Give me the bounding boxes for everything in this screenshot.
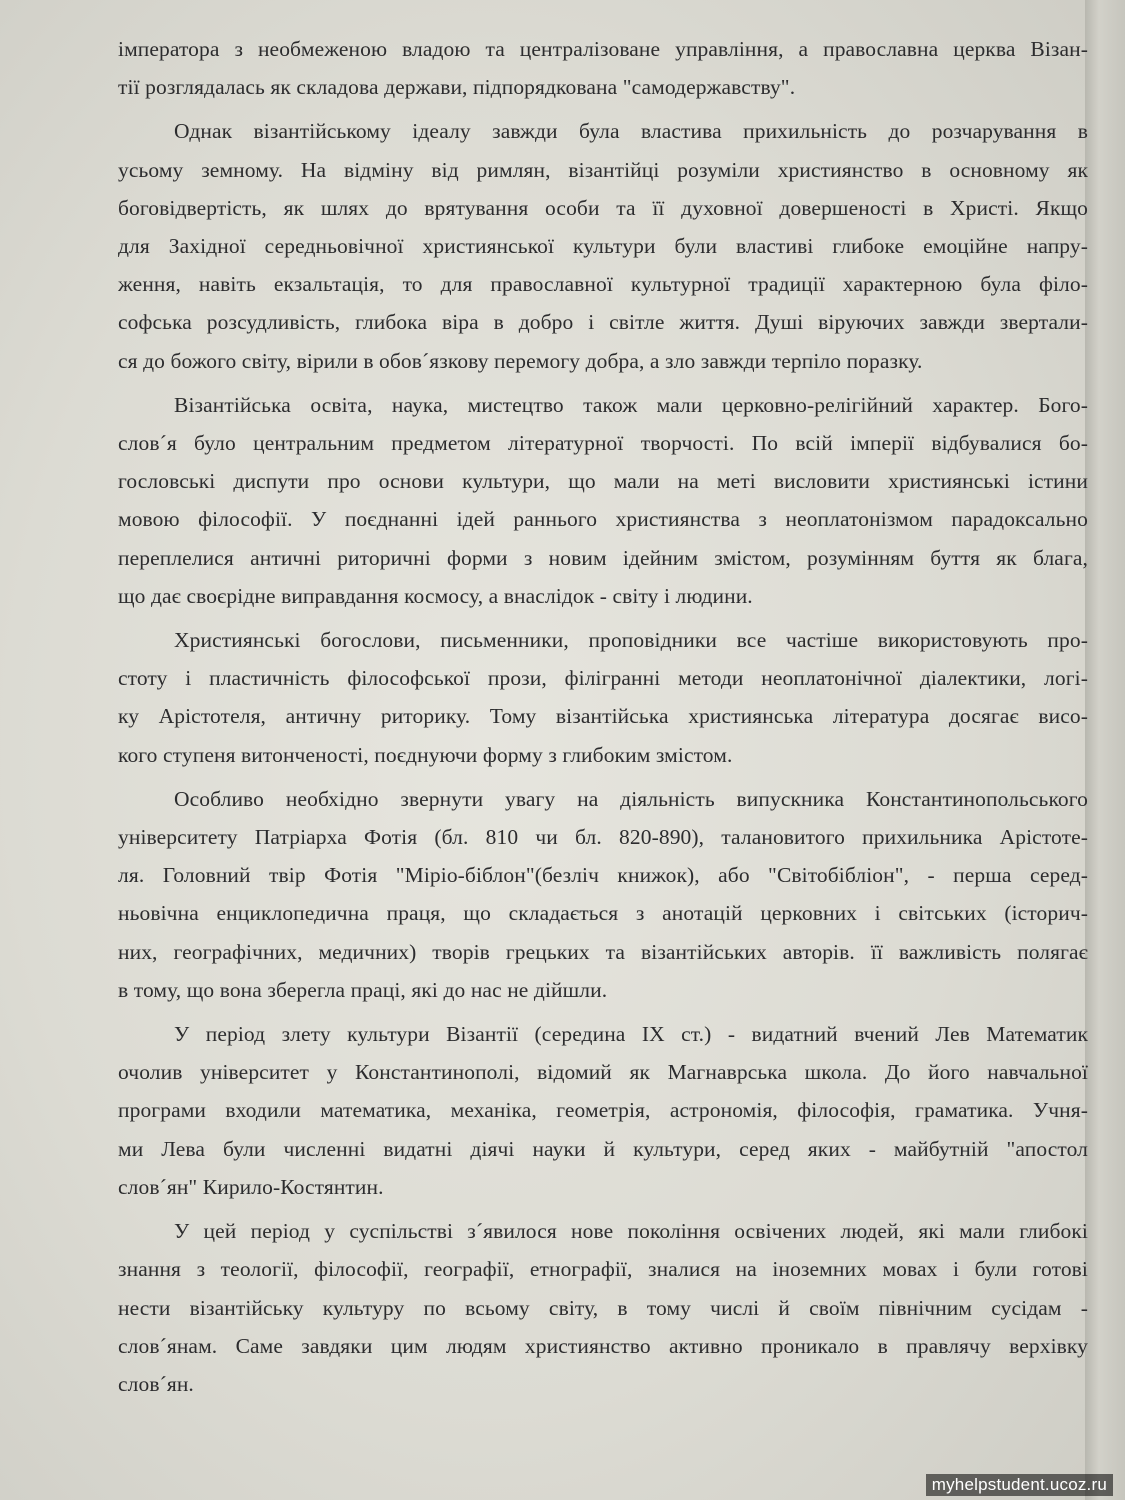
text-line: Візантійська освіта, наука, мистецтво також мали церковно-релігійний характер. Бого-: [174, 392, 1088, 417]
text-line: боговідвертість, як шлях до врятування особи та її духовної довершеності в Христі. Якщо: [118, 195, 1088, 220]
paragraph: [118, 1015, 1088, 1206]
text-line: нести візантійську культуру по всьому світу, в тому числі й своїм північним сусідам -: [118, 1295, 1088, 1320]
text-line: в тому, що вона зберегла праці, які до нас не дійшли.: [118, 977, 608, 1002]
text-line: У цей період у суспільстві з´явилося нове покоління освічених людей, які мали глибокі: [174, 1219, 1088, 1244]
text-line: програми входили математика, механіка, геометрія, астрономія, філософія, граматика. Учня-: [118, 1098, 1088, 1123]
text-line: Особливо необхідно звернути увагу на діяльність випускника Константинопольського: [174, 786, 1088, 811]
paragraph: [118, 621, 1088, 774]
text-line: знання з теології, філософії, географії, етнографії, зналися на іноземних мовах і були готові: [118, 1257, 1088, 1282]
text-line: слов´ян.: [118, 1371, 194, 1396]
paragraph: [118, 386, 1088, 615]
text-line: ся до божого світу, вірили в обов´язкову перемогу добра, а зло завжди терпіло поразку.: [118, 348, 923, 373]
text-line: Християнські богослови, письменники, проповідники все частіше використовують про-: [174, 628, 1088, 653]
text-line: слов´янам. Саме завдяки цим людям християнство активно проникало в правлячу верхівку: [118, 1333, 1088, 1358]
text-line: університету Патріарха Фотія (бл. 810 чи бл. 820-890), талановитого прихильника Арістоте-: [118, 825, 1088, 850]
text-line: імператора з необмеженою владою та централізоване управління, а православна церква Візан-: [118, 37, 1088, 61]
text-line: них, географічних, медичних) творів грецьких та візантійських авторів. її важливість полягає: [118, 939, 1088, 964]
text-line: ку Арістотеля, античну риторику. Тому візантійська християнська література досягає висо-: [118, 704, 1088, 729]
paragraph: [118, 30, 1088, 106]
text-line: ми Лева були численні видатні діячі науки й культури, серед яких - майбутній "апостол: [118, 1136, 1088, 1161]
text-line: У період злету культури Візантії (середина IX ст.) - видатний вчений Лев Математик: [174, 1022, 1088, 1047]
text-line: софська розсудливість, глибока віра в добро і світле життя. Душі віруючих завжди звертали-: [118, 310, 1088, 335]
page-edge-shadow: [1085, 0, 1125, 1500]
text-line: ження, навіть екзальтація, то для православної культурної традиції характерною була філо-: [118, 272, 1088, 297]
text-line: очолив університет у Константинополі, відомий як Магнаврська школа. До його навчальної: [118, 1060, 1088, 1085]
text-line: переплелися античні риторичні форми з новим ідейним змістом, розумінням буття як блага,: [118, 545, 1088, 570]
text-line: гословські диспути про основи культури, що мали на меті висловити християнські істини: [118, 469, 1088, 494]
text-line: тії розглядалась як складова держави, підпорядкована "самодержавству".: [118, 75, 796, 100]
site-watermark: myhelpstudent.ucoz.ru: [926, 1474, 1113, 1496]
text-line: слов´ян" Кирило-Костянтин.: [118, 1174, 384, 1199]
paragraph: [118, 1212, 1088, 1403]
text-line: стоту і пластичність філософської прози, філігранні методи неоплатонічної діалектики, логі-: [118, 666, 1088, 691]
text-line: кого ступеня витонченості, поєднуючи форму з глибоким змістом.: [118, 742, 733, 767]
text-line: ля. Головний твір Фотія "Міріо-біблон"(безліч книжок), або "Світобібліон", - перша серед-: [118, 863, 1088, 888]
text-line: слов´я було центральним предметом літературної творчості. По всій імперії відбувалися бо-: [118, 431, 1088, 456]
paragraph: [118, 780, 1088, 1009]
text-line: що дає своєрідне виправдання космосу, а внаслідок - світу і людини.: [118, 583, 753, 608]
text-line: Однак візантійському ідеалу завжди була властива прихильність до розчарування в: [174, 119, 1088, 144]
document-body: [118, 30, 1088, 1403]
paragraph: [118, 112, 1088, 379]
text-line: мовою філософії. У поєднанні ідей раннього християнства з неоплатонізмом парадоксально: [118, 507, 1088, 532]
text-line: ньовічна енциклопедична праця, що складається з анотацій церковних і світських (історич-: [118, 901, 1088, 926]
text-line: для Західної середньовічної християнської культури були властиві глибоке емоційне напру-: [118, 234, 1088, 259]
text-line: усьому земному. На відміну від римлян, візантійці розуміли християнство в основному як: [118, 157, 1088, 182]
